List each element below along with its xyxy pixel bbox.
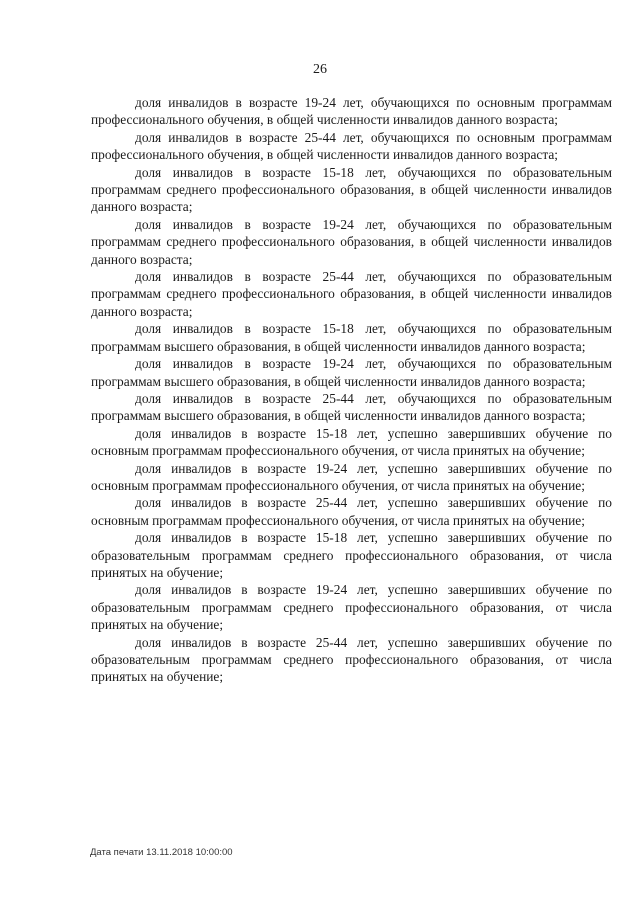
paragraph: доля инвалидов в возрасте 19-24 лет, успешно завершивших обучение по основным программам профессионального обучения, от числа принятых на обучение; [91,460,612,493]
paragraph: доля инвалидов в возрасте 15-18 лет, обучающихся по образовательным программам среднего профессионального образования, в общей численности инвалидов данного возраста; [91,164,612,215]
paragraph: доля инвалидов в возрасте 25-44 лет, успешно завершивших обучение по основным программам профессионального обучения, от числа принятых на обучение; [91,495,612,528]
paragraph: доля инвалидов в возрасте 25-44 лет, обучающихся по образовательным программам высшего образования, в общей численности инвалидов данного возраста; [91,390,612,424]
paragraph: доля инвалидов в возрасте 19-24 лет, обучающихся по основным программам профессионального обучения, в общей численности инвалидов данного возраста; [91,95,612,128]
document-body [91,94,612,686]
paragraph: доля инвалидов в возрасте 19-24 лет, успешно завершивших обучение по образовательным программам среднего профессионального образования, от числа принятых на обучение; [91,582,612,633]
paragraph: доля инвалидов в возрасте 15-18 лет, успешно завершивших обучение по образовательным программам среднего профессионального образования, от числа принятых на обучение; [91,530,612,580]
page-number: 26 [313,62,327,77]
paragraph: доля инвалидов в возрасте 15-18 лет, успешно завершивших обучение по основным программам профессионального обучения, от числа принятых на обучение; [91,425,612,459]
paragraph: доля инвалидов в возрасте 19-24 лет, обучающихся по образовательным программам высшего образования, в общей численности инвалидов данного возраста; [91,356,612,389]
paragraph: доля инвалидов в возрасте 25-44 лет, обучающихся по образовательным программам среднего профессионального образования, в общей численности инвалидов данного возраста; [91,269,612,319]
print-date: Дата печати 13.11.2018 10:00:00 [90,847,233,858]
paragraph: доля инвалидов в возрасте 19-24 лет, обучающихся по образовательным программам среднего профессионального образования, в общей численности инвалидов данного возраста; [91,216,612,267]
paragraph: доля инвалидов в возрасте 15-18 лет, обучающихся по образовательным программам высшего образования, в общей численности инвалидов данного возраста; [91,321,612,354]
paragraph: доля инвалидов в возрасте 25-44 лет, обучающихся по основным программам профессионального обучения, в общей численности инвалидов данного возраста; [91,129,612,163]
paragraph: доля инвалидов в возрасте 25-44 лет, успешно завершивших обучение по образовательным программам среднего профессионального образования, от числа принятых на обучение; [91,634,612,685]
